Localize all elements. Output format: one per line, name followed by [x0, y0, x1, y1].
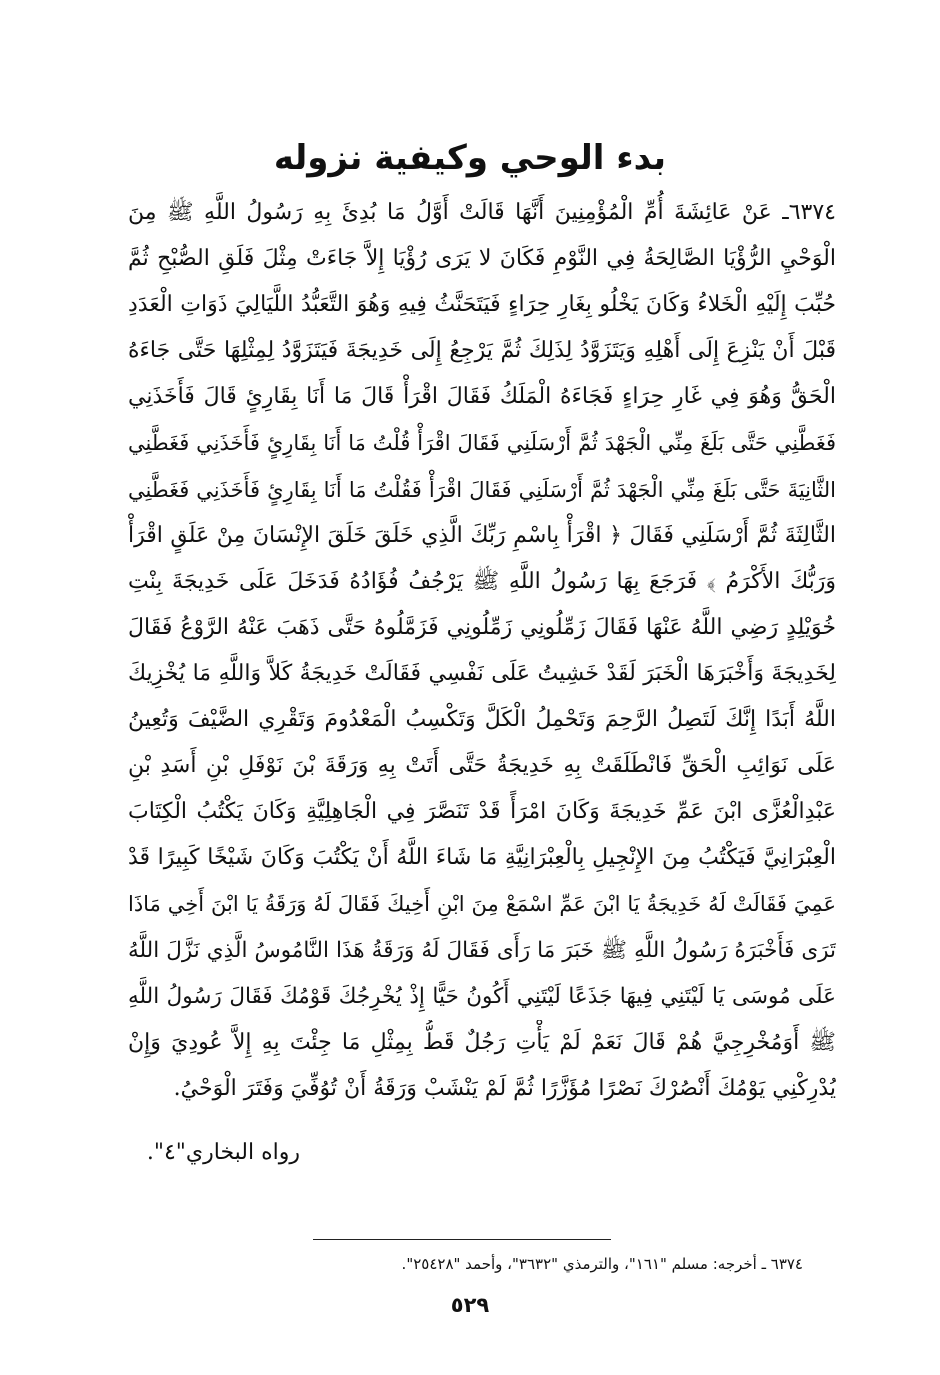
text-line: فَغَطَّنِي حَتَّى بَلَغَ مِنِّي الْجَهْدَ ثُمَّ أَرْسَلَنِي فَقَالَ اقْرَأْ قُلْتُ مَا أَنَا بِقَارِئٍ فَأَخَذَنِي فَغَطَّنِي	[128, 431, 836, 456]
text-line: الثَّالِثَةَ ثُمَّ أَرْسَلَنِي فَقَالَ ﴿ اقْرَأْ بِاسْمِ رَبِّكَ الَّذِي خَلَقَ خَلَقَ الإِنْسَانَ مِنْ عَلَقٍ اقْرَأْ	[128, 522, 836, 548]
text-line: الْوَحْيِ الرُّؤْيَا الصَّالِحَةُ فِي النَّوْمِ فَكَانَ لا يَرَى رُؤْيَا إِلاَّ جَاءَتْ مِثْلَ فَلَقِ الصُّبْحِ ثُمَّ	[128, 246, 836, 272]
text-line: ﷺ أَوَمُخْرِجِيَّ هُمْ قَالَ نَعَمْ لَمْ يَأْتِ رَجُلٌ قَطُّ بِمِثْلِ مَا جِئْتَ بِهِ إِلاَّ عُودِيَ وَإِنْ	[128, 1029, 836, 1055]
text-line: عَلَى مُوسَى يَا لَيْتَنِي فِيهَا جَذَعًا لَيْتَنِي أَكُونُ حَيًّا إِذْ يُخْرِجُكَ قَوْمُكَ فَقَالَ رَسُولُ اللَّهِ	[128, 983, 836, 1009]
chapter-title: بدء الوحي وكيفية نزوله	[273, 138, 667, 178]
footnote-divider	[313, 1239, 611, 1240]
text-line: لِخَدِيجَةَ وَأَخْبَرَهَا الْخَبَرَ لَقَدْ خَشِيتُ عَلَى نَفْسِي فَقَالَتْ خَدِيجَةُ كَلاَّ وَاللَّهِ مَا يُخْزِيكَ	[128, 660, 836, 686]
hadith-paragraph	[128, 190, 836, 1112]
source-citation: رواه البخاري"٤".	[146, 1140, 300, 1165]
text-line: عَبْدِالْعُزَّى ابْنَ عَمِّ خَدِيجَةَ وَكَانَ امْرَأً قَدْ تَنَصَّرَ فِي الْجَاهِلِيَّةِ وَكَانَ يَكْتُبُ الْكِتَابَ	[128, 799, 836, 825]
text-line: وَرَبُّكَ الأَكْرَمُ ﴾ فَرَجَعَ بِهَا رَسُولُ اللَّهِ ﷺ يَرْجُفُ فُؤَادُهُ فَدَخَلَ عَلَى خَدِيجَةَ بِنْتِ	[128, 568, 836, 594]
text-line: خُوَيْلِدٍ رَضِي اللَّهُ عَنْهَا فَقَالَ زَمِّلُونِي زَمِّلُونِي فَزَمَّلُوهُ حَتَّى ذَهَبَ عَنْهُ الرَّوْعُ فَقَالَ	[128, 614, 836, 640]
text-line: عَمِيَ فَقَالَتْ لَهُ خَدِيجَةُ يَا ابْنَ عَمِّ اسْمَعْ مِنَ ابْنِ أَخِيكَ فَقَالَ لَهُ وَرَقَةُ يَا ابْنَ أَخِي مَاذَا	[128, 892, 836, 917]
text-line: الثَّانِيَةَ حَتَّى بَلَغَ مِنِّي الْجَهْدَ ثُمَّ أَرْسَلَنِي فَقَالَ اقْرَأْ فَقُلْتُ مَا أَنَا بِقَارِئٍ فَأَخَذَنِي فَغَطَّنِي	[128, 477, 836, 502]
page-number: ٥٢٩	[450, 1293, 490, 1317]
text-line: عَلَى نَوَائِبِ الْحَقِّ فَانْطَلَقَتْ بِهِ خَدِيجَةُ حَتَّى أَتَتْ بِهِ وَرَقَةَ بْنَ نَوْفَلِ بْنِ أَسَدِ بْنِ	[128, 753, 836, 779]
text-line: حُبِّبَ إِلَيْهِ الْخَلاءُ وَكَانَ يَخْلُو بِغَارِ حِرَاءٍ فَيَتَحَنَّثُ فِيهِ وَهُوَ التَّعَبُّدُ اللَّيَالِيَ ذَوَاتِ الْعَدَدِ	[128, 292, 836, 318]
text-line: ٦٣٧٤ـ عَنْ عَائِشَةَ أُمِّ الْمُؤْمِنِينَ أَنَّهَا قَالَتْ أَوَّلُ مَا بُدِئَ بِهِ رَسُولُ اللَّهِ ﷺ مِنَ	[128, 200, 836, 225]
text-line: تَرَى فَأَخْبَرَهُ رَسُولُ اللَّهِ ﷺ خَبَرَ مَا رَأَى فَقَالَ لَهُ وَرَقَةُ هَذَا النَّامُوسُ الَّذِي نَزَّلَ اللَّهُ	[128, 937, 836, 963]
text-line: الْحَقُّ وَهُوَ فِي غَارِ حِرَاءٍ فَجَاءَهُ الْمَلَكُ فَقَالَ اقْرَأْ قَالَ مَا أَنَا بِقَارِئٍ قَالَ فَأَخَذَنِي	[128, 384, 836, 410]
text-line: اللَّهُ أَبَدًا إِنَّكَ لَتَصِلُ الرَّحِمَ وَتَحْمِلُ الْكَلَّ وَتَكْسِبُ الْمَعْدُومَ وَتَقْرِي الضَّيْفَ وَتُعِينُ	[128, 707, 836, 733]
text-line: يُدْرِكْنِي يَوْمُكَ أَنْصُرْكَ نَصْرًا مُؤَزَّرًا ثُمَّ لَمْ يَنْشَبْ وَرَقَةُ أَنْ تُوُفِّيَ وَفَتَرَ الْوَحْيُ.	[173, 1075, 836, 1101]
text-line: الْعِبْرَانِيَّ فَيَكْتُبُ مِنَ الإِنْجِيلِ بِالْعِبْرَانِيَّةِ مَا شَاءَ اللَّهُ أَنْ يَكْتُبَ وَكَانَ شَيْخًا كَبِيرًا قَدْ	[128, 845, 836, 871]
footnote: ٦٣٧٤ ـ أخرجه: مسلم "١٦١"، والترمذي "٣٦٣٢"، وأحمد "٢٥٤٢٨".	[401, 1255, 803, 1273]
text-line: قَبْلَ أَنْ يَنْزِعَ إِلَى أَهْلِهِ وَيَتَزَوَّدُ لِذَلِكَ ثُمَّ يَرْجِعُ إِلَى خَدِيجَةَ فَيَتَزَوَّدُ لِمِثْلِهَا حَتَّى جَاءَهُ	[128, 338, 836, 364]
